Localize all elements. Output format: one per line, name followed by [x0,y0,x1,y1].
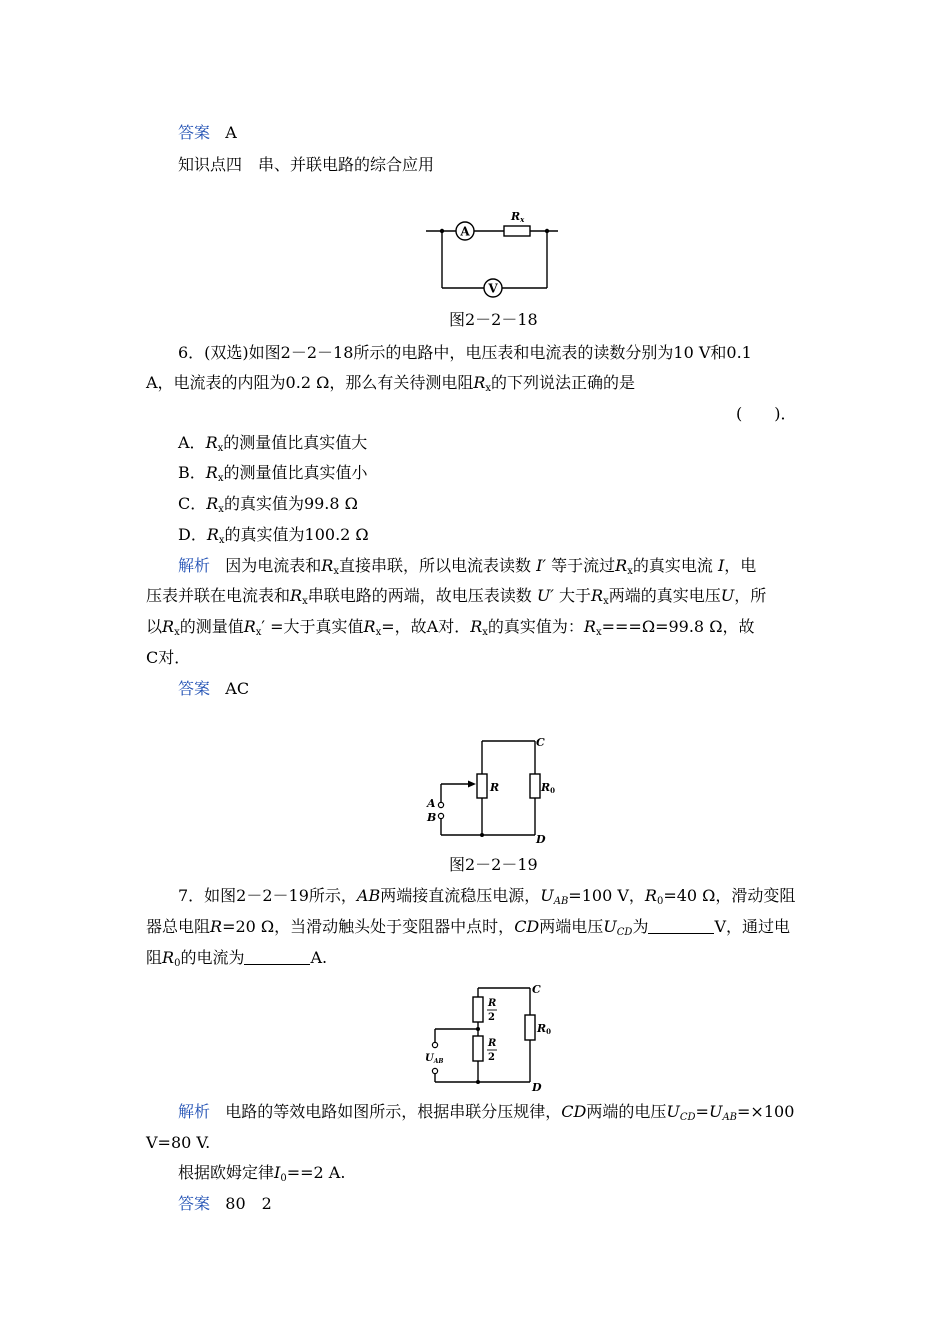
equivalent-circuit-figure [420,980,570,1095]
ammeter-label: A [460,224,470,239]
rheostat-label: R [490,781,500,794]
node-c-label: C [536,736,545,749]
answer-value: A [225,123,237,142]
q7-analysis-line3: 根据欧姆定律$I_0==2$ A. [178,1163,346,1184]
terminal-b-label: B [427,811,437,824]
q6-analysis-line1: 解析 因为电流表和$R_x$直接串联，所以电流表读数 I′ 等于流过$R_x$的真实电流 I，电 [178,556,757,577]
svg-text:Rx [510,210,525,224]
q6-analysis-line3: 以$R_x$的测量值$R_x'$ =大于真实值$R_x=$，故A对．$R_x$的真实值为：$R_x===\Omega=99.8$ Ω，故 [146,617,755,638]
node-d-label: D [536,833,546,846]
svg-text:UAB [425,1053,443,1065]
figure-caption-18: 图2－2－18 [449,310,538,329]
source-u-sub: AB [433,1058,444,1065]
half-r-top-label: R [488,998,497,1009]
q6-analysis-line4: C对． [146,648,191,667]
answer-line [178,123,237,143]
option-a: A．$R_x$的测量值比真实值大 [178,433,368,454]
resistor-sub: x [520,215,525,224]
q6-line1: 6．(双选)如图2－2－18所示的电路中，电压表和电流表的读数分别为10 V和0.1 [178,343,752,362]
q7-line1: 7．如图2－2－19所示，AB两端接直流稳压电源，$U_{AB}=100$ V，$R_0=40$ Ω，滑动变阻 [178,886,796,907]
eq-node-c-label: C [532,983,541,996]
circuit-figure-19 [420,732,570,847]
svg-text:R0 [536,1022,551,1036]
q7-line3: 阻$R_0$的电流为 A. [146,948,328,969]
q6-analysis-line2: 压表并联在电流表和$R_x$串联电路的两端，故电压表读数 U′ 大于$R_x$两端的真实电压U，所 [146,586,767,607]
q7-analysis-line1: 解析 电路的等效电路如图所示，根据串联分压规律，CD两端的电压$U_{CD}=U_{AB}=\times 100$ [178,1102,795,1123]
half-r-bottom-label: R [488,1038,497,1049]
section-heading: 知识点四 串、并联电路的综合应用 [178,155,435,174]
q6-line2: A，电流表的内阻为0.2 Ω，那么有关待测电阻$R_x$的下列说法正确的是 [146,373,636,394]
r0-sub: 0 [550,786,556,795]
answer-bracket: ( )． [736,404,797,423]
resistor-label: R [511,210,521,223]
option-c: C．$R_x$的真实值为99.8 Ω [178,494,358,515]
eq-node-d-label: D [532,1081,542,1094]
q6-answer: 答案 AC [178,679,250,698]
half-r-top-denominator: 2 [488,1012,495,1023]
q7-analysis-line2: V=80 V. [146,1133,211,1152]
half-r-bottom-denominator: 2 [488,1052,495,1063]
eq-r0-label: R [537,1022,547,1035]
eq-r0-sub: 0 [546,1027,552,1036]
blank-1[interactable] [648,919,714,934]
q7-line2: 器总电阻R=20 Ω，当滑动触头处于变阻器中点时，CD两端电压$U_{CD}$为 V，通过电 [146,917,791,938]
svg-text:R0 [540,781,555,795]
blank-2[interactable] [244,950,310,965]
voltmeter-label: V [488,281,498,296]
answer-label: 答案 [178,123,211,142]
r0-label: R [541,781,551,794]
option-b: B．$R_x$的测量值比真实值小 [178,463,368,484]
option-d: D．$R_x$的真实值为100.2 Ω [178,525,369,546]
terminal-a-label: A [427,797,436,810]
q7-answer: 答案 80 2 [178,1194,272,1213]
circuit-figure-18 [420,200,570,305]
source-u-label: U [425,1053,434,1064]
figure-caption-19: 图2－2－19 [449,855,538,874]
